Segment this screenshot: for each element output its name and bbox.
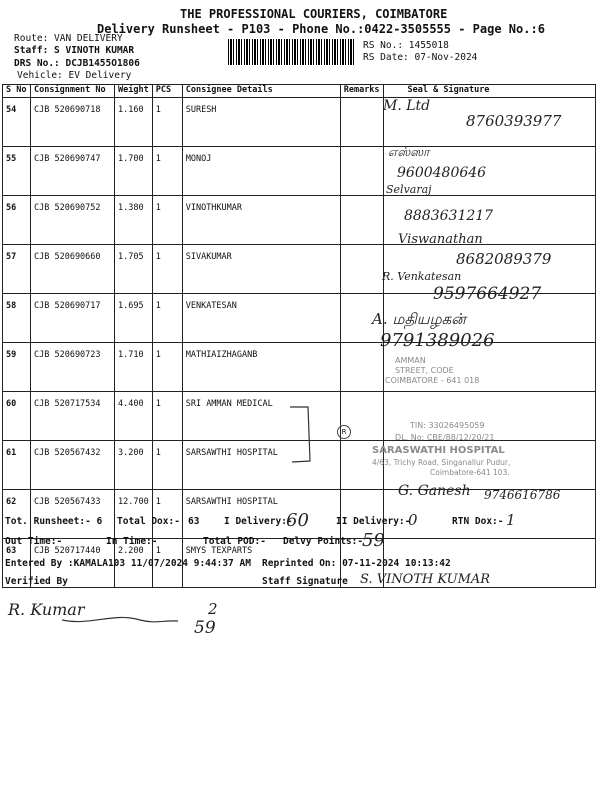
ii-delivery-value: 0	[408, 511, 418, 529]
barcode	[228, 39, 356, 65]
dl-stamp: DL. No: CBE/88/12/20/21	[395, 433, 495, 442]
row-consignee: VENKATESAN	[182, 294, 340, 343]
row-sno: 62	[3, 490, 31, 539]
reprinted-on: Reprinted On: 07-11-2024 10:13:42	[262, 558, 451, 569]
col-consignee: Consignee Details	[182, 85, 340, 98]
entered-by: Entered By :KAMALA103 11/07/2024 9:44:37 AM	[5, 558, 251, 569]
row-consignee: SURESH	[182, 98, 340, 147]
extra-mark-2: 59	[194, 618, 216, 638]
row-consignment: CJB 520690717	[31, 294, 115, 343]
row-remarks	[340, 245, 383, 294]
staff-signature: S. VINOTH KUMAR	[360, 572, 491, 587]
verified-by-label: Verified By	[5, 576, 68, 587]
rs-number: RS No.: 1455018	[363, 40, 449, 51]
amman-stamp-line3: COIMBATORE - 641 018	[385, 376, 480, 385]
total-dox-value: 63	[188, 516, 200, 527]
row-consignee: MONOJ	[182, 147, 340, 196]
row-weight: 1.160	[115, 98, 153, 147]
phone-63: 9746616786	[484, 488, 561, 502]
delvy-points-label: Delvy Points:-	[283, 536, 364, 547]
row-consignment: CJB 520567433	[31, 490, 115, 539]
row-consignee: SRI AMMAN MEDICAL	[182, 392, 340, 441]
circle-mark: R	[337, 425, 351, 439]
row-pcs: 1	[152, 539, 182, 588]
i-delivery-label: I Delivery:-	[224, 516, 293, 527]
sig-54: M. Ltd	[383, 98, 431, 114]
rs-date: RS Date: 07-Nov-2024	[363, 52, 478, 63]
row-consignment: CJB 520717534	[31, 392, 115, 441]
row-consignment: CJB 520690718	[31, 98, 115, 147]
table-row	[3, 147, 596, 196]
city-stamp: Coimbatore-641 103.	[430, 468, 510, 477]
col-signature: Seal & Signature	[383, 85, 595, 98]
row-weight: 1.700	[115, 147, 153, 196]
vehicle-label: Vehicle: EV Delivery	[17, 70, 132, 81]
sig-56: Selvaraj	[386, 183, 432, 196]
tin-stamp: TIN: 33026495059	[410, 421, 485, 430]
row-sno: 61	[3, 441, 31, 490]
row-sno: 56	[3, 196, 31, 245]
ii-delivery-label: II Delivery:-	[336, 516, 411, 527]
total-pod-label: Total POD:-	[203, 536, 266, 547]
row-weight: 1.710	[115, 343, 153, 392]
phone-54: 8760393977	[466, 112, 562, 130]
runsheet-subtitle: Delivery Runsheet - P103 - Phone No.:0422-3505555 - Page No.:6	[97, 22, 545, 36]
row-remarks	[340, 147, 383, 196]
sig-57: Viswanathan	[398, 232, 483, 247]
row-sno: 58	[3, 294, 31, 343]
col-pcs: PCS	[152, 85, 182, 98]
table-header-row	[3, 85, 596, 98]
sig-63: G. Ganesh	[398, 483, 471, 499]
phone-55: 9600480646	[397, 165, 487, 181]
row-pcs: 1	[152, 490, 182, 539]
in-time-label: In Time:-	[106, 536, 158, 547]
rtn-dox-label: RTN Dox:-	[452, 516, 504, 527]
row-consignment: CJB 520690752	[31, 196, 115, 245]
row-consignee: SARSAWTHI HOSPITAL	[182, 490, 340, 539]
row-weight: 4.400	[115, 392, 153, 441]
row-consignee: SARSAWTHI HOSPITAL	[182, 441, 340, 490]
drs-number: DRS No.: DCJB1455O1806	[14, 58, 140, 69]
row-weight: 1.380	[115, 196, 153, 245]
row-consignment: CJB 520717440	[31, 539, 115, 588]
row-consignee: SMYS TEXPARTS	[182, 539, 340, 588]
row-sno: 55	[3, 147, 31, 196]
phone-56: 8883631217	[404, 208, 494, 224]
verified-signature: R. Kumar	[8, 600, 85, 619]
row-pcs: 1	[152, 294, 182, 343]
row-pcs: 1	[152, 343, 182, 392]
sig-55: எஸ்ஸா	[388, 145, 430, 159]
row-consignment: CJB 520690747	[31, 147, 115, 196]
col-consignment: Consignment No	[31, 85, 115, 98]
row-sno: 63	[3, 539, 31, 588]
table-row	[3, 196, 596, 245]
row-pcs: 1	[152, 196, 182, 245]
row-sno: 54	[3, 98, 31, 147]
sig-59: A. மதியழகன்	[372, 310, 466, 328]
row-consignment: CJB 520690723	[31, 343, 115, 392]
row-consignee: MATHIAIZHAGANB	[182, 343, 340, 392]
row-remarks	[340, 343, 383, 392]
row-remarks	[340, 98, 383, 147]
row-weight: 1.695	[115, 294, 153, 343]
row-consignment: CJB 520690660	[31, 245, 115, 294]
row-weight: 2.200	[115, 539, 153, 588]
row-weight: 12.700	[115, 490, 153, 539]
address-stamp: 4/63, Trichy Road, Singanallur Pudur,	[372, 458, 511, 467]
delvy-points-value: 59	[362, 530, 385, 551]
company-title: THE PROFESSIONAL COURIERS, COIMBATORE	[180, 7, 448, 21]
extra-mark-1: 2	[208, 600, 218, 618]
phone-59: 9791389026	[380, 330, 495, 351]
staff-signature-label: Staff Signature	[262, 576, 348, 587]
row-consignee: SIVAKUMAR	[182, 245, 340, 294]
verified-signature-stroke	[60, 606, 180, 630]
col-sno: S No	[3, 85, 31, 98]
row-weight: 3.200	[115, 441, 153, 490]
row-pcs: 1	[152, 441, 182, 490]
row-remarks	[340, 196, 383, 245]
hospital-stamp: SARASWATHI HOSPITAL	[372, 445, 505, 456]
sig-58: R. Venkatesan	[382, 270, 462, 283]
row-pcs: 1	[152, 147, 182, 196]
tot-runsheet: Tot. Runsheet:- 6	[5, 516, 103, 527]
table-row	[3, 343, 596, 392]
rtn-dox-value: 1	[506, 511, 516, 529]
row-weight: 1.705	[115, 245, 153, 294]
total-dox-label: Total Dox:-	[117, 516, 180, 527]
phone-58: 9597664927	[433, 284, 542, 304]
col-remarks: Remarks	[340, 85, 383, 98]
row-pcs: 1	[152, 392, 182, 441]
phone-57: 8682089379	[456, 250, 552, 268]
row-sno: 59	[3, 343, 31, 392]
amman-stamp-line2: STREET, CODE	[395, 366, 454, 375]
staff-label: Staff: S VINOTH KUMAR	[14, 45, 135, 56]
out-time-label: Out Time:-	[5, 536, 63, 547]
row-consignment: CJB 520567432	[31, 441, 115, 490]
col-weight: Weight	[115, 85, 153, 98]
row-sno: 60	[3, 392, 31, 441]
amman-stamp-line1: AMMAN	[395, 356, 426, 365]
row-pcs: 1	[152, 98, 182, 147]
i-delivery-value: 60	[286, 510, 309, 531]
bracket-mark	[288, 405, 314, 465]
row-pcs: 1	[152, 245, 182, 294]
row-consignee: VINOTHKUMAR	[182, 196, 340, 245]
route-label: Route: VAN DELIVERY	[14, 33, 123, 44]
row-sno: 57	[3, 245, 31, 294]
